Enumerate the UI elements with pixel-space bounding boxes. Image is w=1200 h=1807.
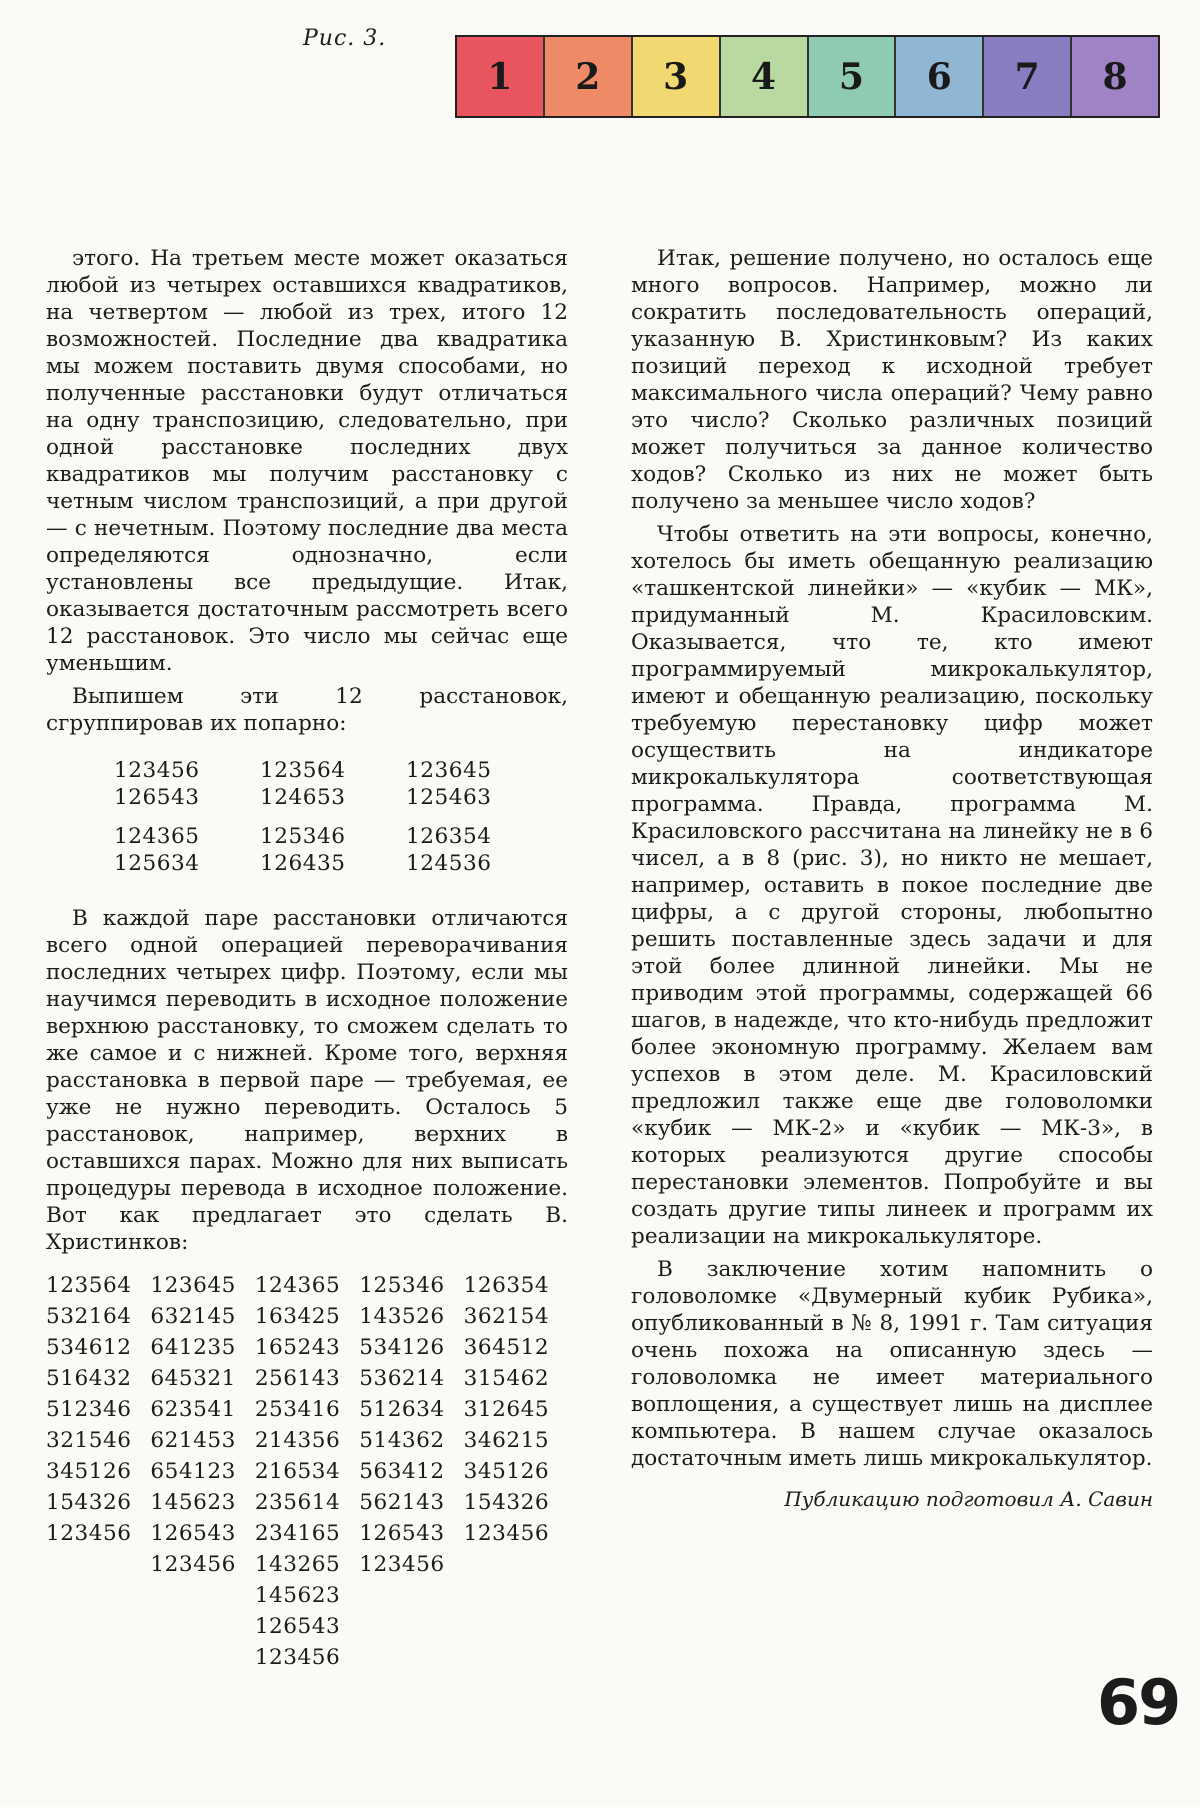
sequence-step: 632145 bbox=[150, 1304, 236, 1329]
pair-row bbox=[46, 757, 568, 784]
sequence-column bbox=[464, 1270, 568, 1673]
paragraph: Выпишем эти 12 расстановок, сгруппировав их попарно: bbox=[46, 684, 568, 736]
strip-cell: 3 bbox=[633, 37, 721, 116]
pair-row bbox=[46, 823, 568, 850]
pair-row bbox=[46, 784, 568, 811]
paragraph: В заключение хотим напомнить о головоломке «Двумерный кубик Рубика», опубликованный в № 8, 1991 г. Там ситуация очень похожа на описанную здесь — головоломка не имеет материального воплощения, а существует лишь на дисплее компьютера. В нашем случае оказалось достаточным иметь лишь микрокалькулятор. bbox=[631, 1257, 1153, 1471]
sequence-step: 126354 bbox=[463, 1273, 550, 1298]
strip-cell: 8 bbox=[1072, 37, 1158, 116]
sequence-step: 145623 bbox=[150, 1490, 236, 1515]
sequence-step: 143265 bbox=[254, 1552, 341, 1577]
permutation: 125634 bbox=[114, 851, 200, 876]
permutation: 125346 bbox=[260, 824, 346, 849]
figure-caption: Рис. 3. bbox=[303, 26, 387, 51]
sequence-step: 621453 bbox=[150, 1428, 236, 1453]
strip-cell: 7 bbox=[984, 37, 1072, 116]
permutation: 125463 bbox=[406, 785, 492, 810]
sequence-step: 123456 bbox=[46, 1521, 132, 1546]
sequence-step: 154326 bbox=[463, 1490, 550, 1515]
sequence-step: 253416 bbox=[254, 1397, 341, 1422]
sequence-step: 123456 bbox=[463, 1521, 550, 1546]
permutation: 123564 bbox=[260, 758, 346, 783]
sequence-step: 512346 bbox=[46, 1397, 132, 1422]
sequence-step: 512634 bbox=[359, 1397, 445, 1422]
sequence-step: 165243 bbox=[254, 1335, 341, 1360]
sequence-step: 256143 bbox=[254, 1366, 341, 1391]
sequence-step: 364512 bbox=[463, 1335, 550, 1360]
sequence-step: 534126 bbox=[359, 1335, 445, 1360]
permutation: 126354 bbox=[406, 824, 492, 849]
sequence-step: 123645 bbox=[150, 1273, 236, 1298]
strip-cell: 2 bbox=[545, 37, 633, 116]
permutation: 126435 bbox=[260, 851, 346, 876]
sequence-step: 563412 bbox=[359, 1459, 445, 1484]
paragraph: Чтобы ответить на эти вопросы, конечно, хотелось бы иметь обещанную реализацию «ташкентской линейки» — «кубик — МК», придуманный М. Красиловским. Оказывается, что те, кто имеют программируемый микрокалькулятор, имеют и обещанную реализацию, поскольку требуемую перестановку цифр может осуществить на индикаторе микрокалькулятора соответствующая программа. Правда, программа М. Красиловского рассчитана на линейку не в 6 чисел, а в 8 (рис. 3), но никто не мешает, например, оставить в покое последние две цифры, а с другой стороны, любопытно решить поставленные здесь задачи и для этой более длинной линейки. Мы не приводим этой программы, содержащей 66 шагов, в надежде, что кто-нибудь предложит более экономную программу. Желаем вам успехов в этом деле. М. Красиловский предложил также еще две головоломки «кубик — МК-2» и «кубик — МК-3», в которых реализуются другие способы перестановки элементов. Попробуйте и вы создать другие типы линеек и программ их реализации на микрокалькуляторе. bbox=[631, 522, 1153, 1249]
sequence-step: 123456 bbox=[150, 1552, 236, 1577]
sequence-step: 126543 bbox=[254, 1614, 341, 1639]
sequence-step: 536214 bbox=[359, 1366, 445, 1391]
sequence-step: 516432 bbox=[46, 1366, 132, 1391]
sequence-step: 124365 bbox=[254, 1273, 341, 1298]
sequence-column bbox=[359, 1270, 463, 1673]
sequence-step: 321546 bbox=[46, 1428, 132, 1453]
sequence-step: 123456 bbox=[254, 1645, 341, 1670]
sequence-step: 532164 bbox=[46, 1304, 132, 1329]
sequence-step: 234165 bbox=[254, 1521, 341, 1546]
sequence-step: 126543 bbox=[359, 1521, 445, 1546]
sequence-step: 345126 bbox=[46, 1459, 132, 1484]
sequence-column bbox=[255, 1270, 359, 1673]
page-number: 69 bbox=[1097, 1666, 1180, 1739]
sequence-step: 645321 bbox=[150, 1366, 236, 1391]
permutation: 124365 bbox=[114, 824, 200, 849]
sequence-step: 126543 bbox=[150, 1521, 236, 1546]
sequence-step: 562143 bbox=[359, 1490, 445, 1515]
strip-cell: 1 bbox=[457, 37, 545, 116]
permutation: 124653 bbox=[260, 785, 346, 810]
pairs-table bbox=[46, 757, 568, 877]
sequence-step: 216534 bbox=[254, 1459, 341, 1484]
paragraph: этого. На третьем месте может оказаться любой из четырех оставшихся квадратиков, на четвертом — любой из трех, итого 12 возможностей. Последние два квадратика мы можем поставить двумя способами, но полученные расстановки будут отличаться на одну транспозицию, следовательно, при одной расстановке последних двух квадратиков мы получим расстановку с четным числом транспозиций, а при другой — с нечетным. Поэтому последние два места определяются однозначно, если установлены все предыдущие. Итак, оказывается достаточным рассмотреть всего 12 расстановок. Это число мы сейчас еще уменьшим. bbox=[46, 246, 568, 676]
strip-cell: 5 bbox=[809, 37, 897, 116]
sequence-step: 623541 bbox=[150, 1397, 236, 1422]
sequence-step: 312645 bbox=[463, 1397, 550, 1422]
sequence-step: 345126 bbox=[463, 1459, 550, 1484]
sequence-step: 534612 bbox=[46, 1335, 132, 1360]
sequence-step: 315462 bbox=[463, 1366, 550, 1391]
color-strip-figure bbox=[455, 35, 1160, 118]
sequences-table bbox=[46, 1270, 568, 1673]
sequence-step: 214356 bbox=[254, 1428, 341, 1453]
permutation: 124536 bbox=[406, 851, 492, 876]
strip-cell: 6 bbox=[896, 37, 984, 116]
sequence-step: 362154 bbox=[463, 1304, 550, 1329]
pair-group bbox=[46, 823, 568, 877]
permutation: 123456 bbox=[114, 758, 200, 783]
pair-row bbox=[46, 850, 568, 877]
sequence-step: 514362 bbox=[359, 1428, 445, 1453]
sequence-step: 123456 bbox=[359, 1552, 445, 1577]
permutation: 123645 bbox=[406, 758, 492, 783]
left-column bbox=[46, 245, 568, 1673]
sequence-column bbox=[46, 1270, 150, 1673]
sequence-step: 154326 bbox=[46, 1490, 132, 1515]
sequence-step: 346215 bbox=[463, 1428, 550, 1453]
sequence-step: 125346 bbox=[359, 1273, 445, 1298]
sequence-step: 654123 bbox=[150, 1459, 236, 1484]
sequence-column bbox=[150, 1270, 254, 1673]
right-column bbox=[631, 245, 1153, 1513]
strip-cell: 4 bbox=[721, 37, 809, 116]
paragraph: Итак, решение получено, но осталось еще много вопросов. Например, можно ли сократить последовательность операций, указанную В. Христинковым? Из каких позиций переход к исходной требует максимального числа операций? Чему равно это число? Сколько различных позиций может получиться за данное количество ходов? Сколько из них не может быть получено за меньшее число ходов? bbox=[631, 246, 1153, 514]
sequence-step: 235614 bbox=[254, 1490, 341, 1515]
sequence-step: 123564 bbox=[46, 1273, 132, 1298]
sequence-step: 163425 bbox=[254, 1304, 341, 1329]
signature: Публикацию подготовил А. Савин bbox=[784, 1487, 1153, 1511]
permutation: 126543 bbox=[114, 785, 200, 810]
sequence-step: 143526 bbox=[359, 1304, 445, 1329]
pair-group bbox=[46, 757, 568, 811]
sequence-step: 641235 bbox=[150, 1335, 236, 1360]
paragraph: В каждой паре расстановки отличаются всего одной операцией переворачивания последних четырех цифр. Поэтому, если мы научимся переводить в исходное положение верхнюю расстановку, то сможем сделать то же самое и с нижней. Кроме того, верхняя расстановка в первой паре — требуемая, ее уже не нужно переводить. Осталось 5 расстановок, например, верхних в оставшихся парах. Можно для них выписать процедуры перевода в исходное положение. Вот как предлагает это сделать В. Христинков: bbox=[46, 906, 568, 1255]
sequence-step: 145623 bbox=[254, 1583, 341, 1608]
